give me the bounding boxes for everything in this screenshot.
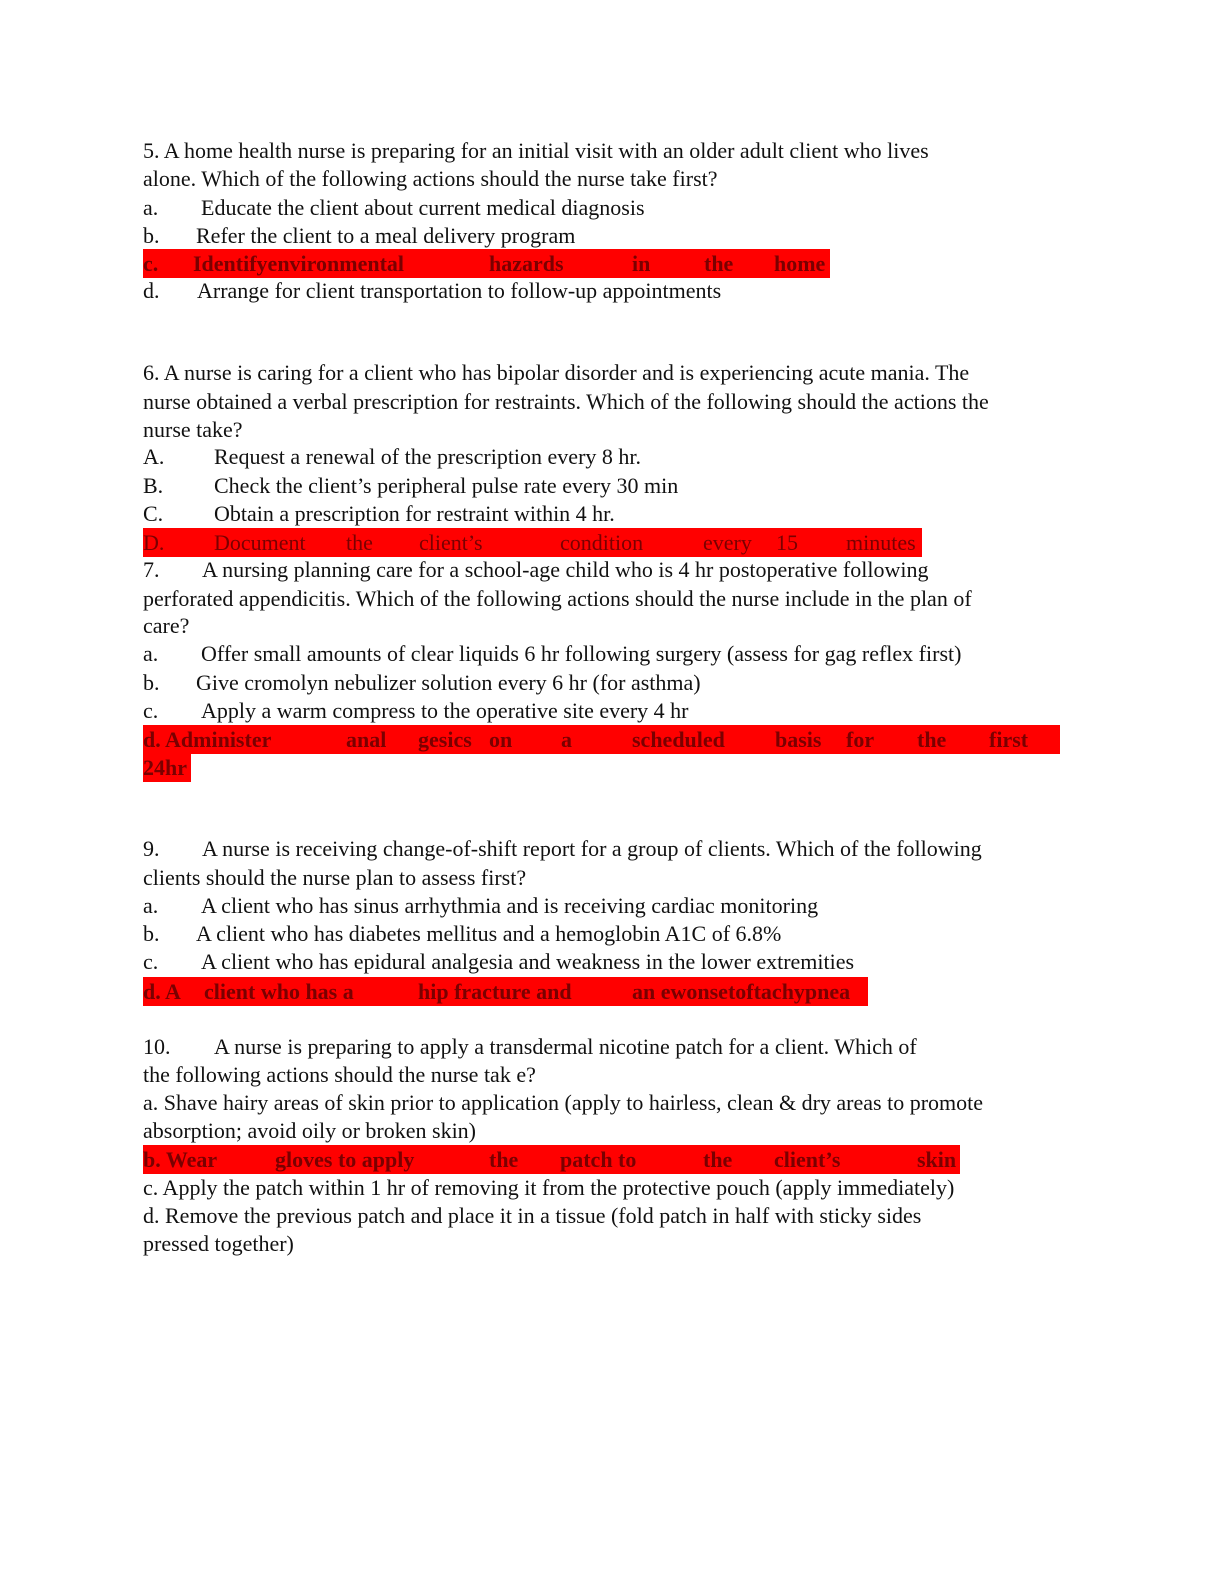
q6-option-c-label: C. [143, 501, 164, 526]
q6-d-word: client’s [419, 530, 483, 555]
q10-stem-line2: the following actions should the nurse tak e? [143, 1062, 536, 1087]
q7-option-a-text: Offer small amounts of clear liquids 6 hr following surgery (assess for gag reflex first) [201, 641, 962, 666]
q6-option-b-label: B. [143, 473, 164, 498]
q5-c-word: home [774, 251, 826, 276]
q7-option-c-text: Apply a warm compress to the operative site every 4 hr [201, 698, 689, 723]
q10-option-a-line2: absorption; avoid oily or broken skin) [143, 1118, 477, 1143]
q10-b-word: skin [917, 1147, 957, 1172]
q7-stem-text: A nursing planning care for a school-age child who is 4 hr postoperative following [202, 557, 929, 582]
q5-stem-line1: 5. A home health nurse is preparing for an initial visit with an older adult client who lives [143, 138, 929, 163]
q9-stem-text: A nurse is receiving change-of-shift report for a group of clients. Which of the following [202, 836, 982, 861]
q6-d-word: Document [214, 530, 306, 555]
q10-b-word: client’s [774, 1147, 841, 1172]
q10-stem-text: A nurse is preparing to apply a transdermal nicotine patch for a client. Which of [214, 1034, 917, 1059]
q6-option-a-label: A. [143, 444, 165, 469]
q6-d-word: every [703, 530, 752, 555]
q7-d-line2: 24hr [143, 755, 187, 780]
q9-option-b-text: A client who has diabetes mellitus and a hemoglobin A1C of 6.8% [196, 921, 782, 946]
q7-stem-line2: perforated appendicitis. Which of the following actions should the nurse include in the plan of [143, 586, 972, 611]
q9-d-word: client who has a [204, 979, 354, 1004]
q6-d-word: the [346, 530, 373, 555]
q7-option-d-highlighted-continuation [143, 753, 191, 782]
q5-c-word: Identifyenvironmental [193, 251, 405, 276]
q7-d-word: scheduled [632, 727, 725, 752]
q5-c-word: c. [143, 251, 159, 276]
q9-option-a-label: a. [143, 893, 159, 918]
q10-option-d-line1: d. Remove the previous patch and place it in a tissue (fold patch in half with sticky sides [143, 1203, 922, 1228]
q7-option-d-highlighted-answer [143, 725, 1060, 754]
q7-option-c-label: c. [143, 698, 159, 723]
q7-option-b-label: b. [143, 670, 160, 695]
q10-option-a-line1: a. Shave hairy areas of skin prior to application (apply to hairless, clean & dry areas to promote [143, 1090, 984, 1115]
q7-number: 7. [143, 557, 160, 582]
q9-d-word: hip fracture and [418, 979, 572, 1004]
q6-stem-line3: nurse take? [143, 417, 243, 442]
q9-option-b-label: b. [143, 921, 160, 946]
q10-number: 10. [143, 1034, 171, 1059]
q10-b-word: the [703, 1147, 733, 1172]
q7-d-word: on [489, 727, 513, 752]
q10-option-b-highlighted-answer [143, 1145, 960, 1174]
q7-d-word: basis [775, 727, 822, 752]
q9-option-c-label: c. [143, 949, 159, 974]
q10-option-d-line2: pressed together) [143, 1231, 294, 1256]
q5-c-word: in [632, 251, 651, 276]
q6-d-word: condition [560, 530, 644, 555]
q7-d-word: first [989, 727, 1029, 752]
q9-stem-line2: clients should the nurse plan to assess first? [143, 865, 527, 890]
q9-d-word: an ewonsetoftachypnea [632, 979, 851, 1004]
q6-stem-line1: 6. A nurse is caring for a client who has bipolar disorder and is experiencing acute mania. The [143, 360, 970, 385]
q5-option-a-label: a. [143, 195, 159, 220]
q9-option-a-text: A client who has sinus arrhythmia and is receiving cardiac monitoring [201, 893, 819, 918]
q5-option-b-text: Refer the client to a meal delivery program [196, 223, 576, 248]
q5-c-word: hazards [489, 251, 564, 276]
q10-b-word: gloves to apply [275, 1147, 415, 1172]
q9-option-c-text: A client who has epidural analgesia and weakness in the lower extremities [201, 949, 855, 974]
q6-d-word: D. [143, 530, 165, 555]
q7-d-word: the [917, 727, 947, 752]
q6-d-word: 15 [776, 530, 798, 555]
q9-d-word: d. A [143, 979, 181, 1004]
q7-option-b-text: Give cromolyn nebulizer solution every 6 hr (for asthma) [196, 670, 701, 695]
q7-d-word: gesics [418, 727, 472, 752]
q7-d-word: a [561, 727, 572, 752]
q7-d-word: anal [346, 727, 387, 752]
q6-option-d-highlighted-answer [143, 528, 922, 557]
q5-c-word: the [704, 251, 734, 276]
q7-d-word: for [846, 727, 875, 752]
q10-option-c: c. Apply the patch within 1 hr of removing it from the protective pouch (apply immediately) [143, 1175, 955, 1200]
q5-stem-line2: alone. Which of the following actions should the nurse take first? [143, 166, 718, 191]
q10-b-word: b. Wear [143, 1147, 218, 1172]
q5-option-a-text: Educate the client about current medical diagnosis [201, 195, 645, 220]
q7-option-a-label: a. [143, 641, 159, 666]
q6-d-word: minutes [846, 530, 916, 555]
q9-number: 9. [143, 836, 160, 861]
q9-option-d-highlighted-answer [143, 977, 868, 1006]
q5-option-c-highlighted-answer [143, 249, 830, 278]
q6-option-a-text: Request a renewal of the prescription every 8 hr. [214, 444, 642, 469]
q5-option-d-text: Arrange for client transportation to follow-up appointments [197, 278, 722, 303]
q6-option-c-text: Obtain a prescription for restraint within 4 hr. [214, 501, 615, 526]
q6-stem-line2: nurse obtained a verbal prescription for restraints. Which of the following should the actions the [143, 389, 989, 414]
q5-option-d-label: d. [143, 278, 160, 303]
q10-b-word: the [489, 1147, 519, 1172]
q5-option-b-label: b. [143, 223, 160, 248]
q10-b-word: patch to [560, 1147, 637, 1172]
q7-stem-line3: care? [143, 613, 190, 638]
q6-option-b-text: Check the client’s peripheral pulse rate every 30 min [214, 473, 679, 498]
q7-d-word: d. Administer [143, 727, 272, 752]
